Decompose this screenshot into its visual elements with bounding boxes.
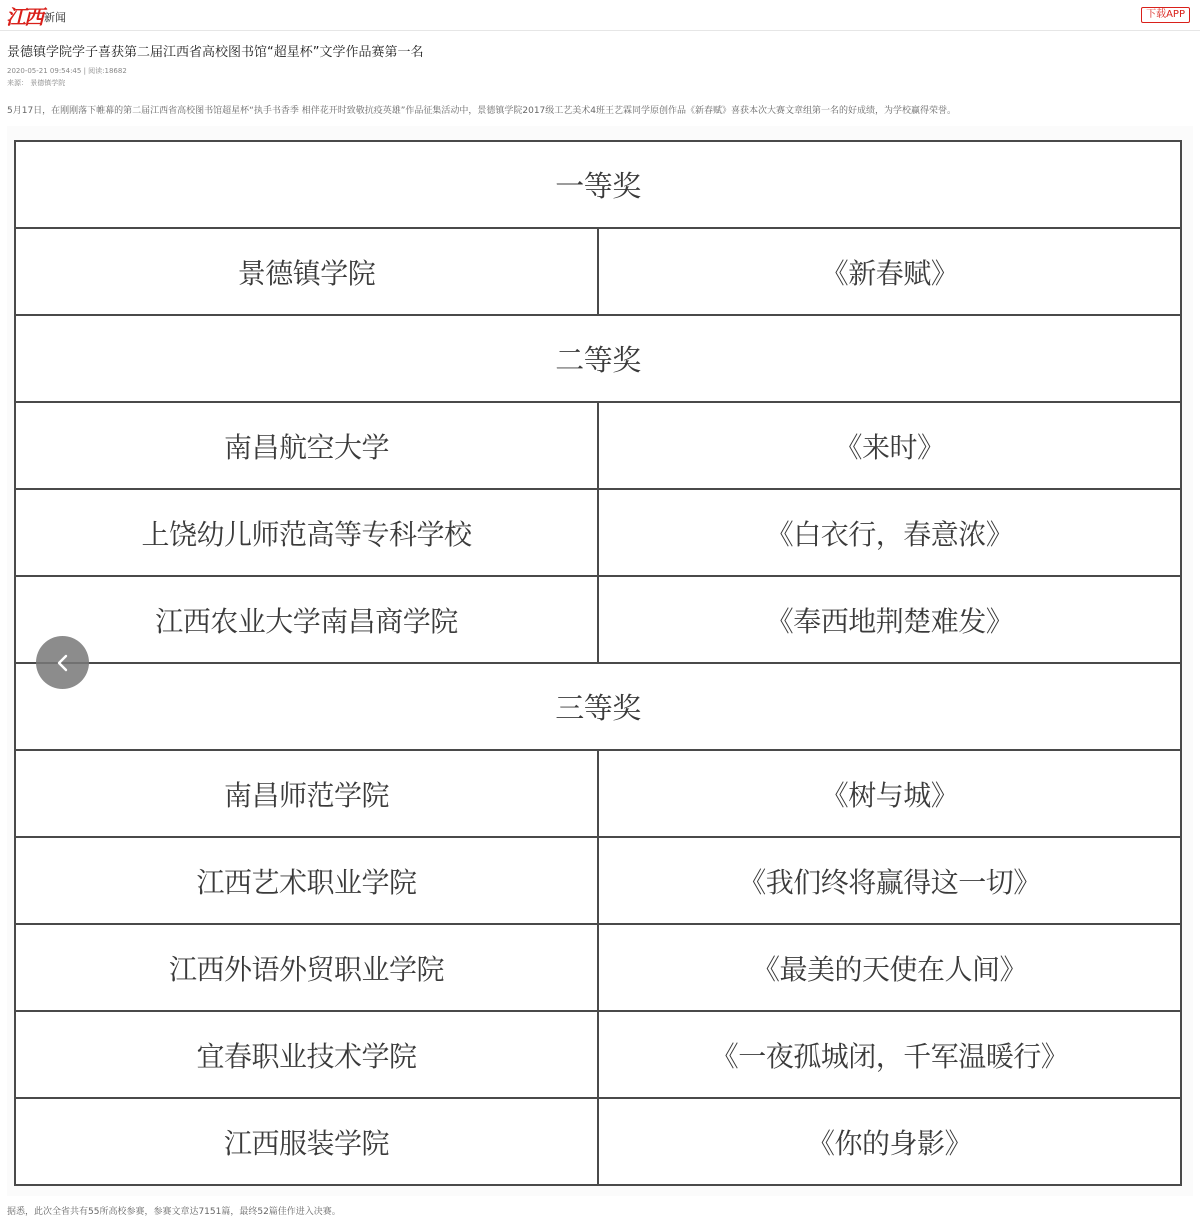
work-cell: 《来时》 (598, 402, 1181, 489)
logo-subtitle: 新闻 (44, 11, 66, 24)
school-cell: 江西农业大学南昌商学院 (15, 576, 598, 663)
work-cell: 《新春赋》 (598, 228, 1181, 315)
table-row (15, 1011, 1181, 1098)
site-logo[interactable] (6, 4, 66, 29)
table-row (15, 1098, 1181, 1185)
second-prize-heading: 二等奖 (15, 315, 1181, 402)
school-cell: 江西服装学院 (15, 1098, 598, 1185)
article-source: 来源： 景德镇学院 (7, 79, 66, 87)
image-prev-button[interactable] (36, 636, 89, 689)
work-cell: 《一夜孤城闭，千军温暖行》 (598, 1011, 1181, 1098)
school-cell: 江西外语外贸职业学院 (15, 924, 598, 1011)
table-row (15, 924, 1181, 1011)
table-row (15, 228, 1181, 315)
first-prize-heading: 一等奖 (15, 141, 1181, 228)
article-intro: 5月17日，在刚刚落下帷幕的第二届江西省高校图书馆超星杯“执手书香季 相伴花开时致敬抗疫英雄”作品征集活动中，景德镇学院2017级工艺美术4班王艺霖同学原创作品《新春赋》喜获本次大赛文章组第一名的好成绩，为学校赢得荣誉。 (7, 106, 957, 116)
table-row (15, 489, 1181, 576)
school-cell: 南昌航空大学 (15, 402, 598, 489)
school-cell: 上饶幼儿师范高等专科学校 (15, 489, 598, 576)
work-cell: 《我们终将赢得这一切》 (598, 837, 1181, 924)
third-prize-heading: 三等奖 (15, 663, 1181, 750)
school-cell: 景德镇学院 (15, 228, 598, 315)
top-bar (0, 0, 1200, 31)
logo-mark: 江西 (6, 4, 42, 29)
awards-image (7, 126, 1193, 1196)
table-row (15, 402, 1181, 489)
work-cell: 《最美的天使在人间》 (598, 924, 1181, 1011)
table-row (15, 576, 1181, 663)
chevron-left-icon (53, 653, 73, 673)
table-row (15, 750, 1181, 837)
table-row (15, 837, 1181, 924)
school-cell: 南昌师范学院 (15, 750, 598, 837)
work-cell: 《树与城》 (598, 750, 1181, 837)
awards-table (14, 140, 1182, 1186)
article-footer: 据悉，此次全省共有55所高校参赛，参赛文章达7151篇，最终52篇佳作进入决赛。 (7, 1207, 341, 1217)
article-meta: 2020-05-21 09:54:45 | 阅读:18682 (7, 67, 127, 75)
work-cell: 《白衣行，春意浓》 (598, 489, 1181, 576)
school-cell: 江西艺术职业学院 (15, 837, 598, 924)
work-cell: 《你的身影》 (598, 1098, 1181, 1185)
download-app-button[interactable]: 下载APP (1141, 7, 1190, 23)
article-title: 景德镇学院学子喜获第二届江西省高校图书馆“超星杯”文学作品赛第一名 (7, 45, 424, 60)
prize-heading-row (15, 141, 1181, 228)
prize-heading-row (15, 315, 1181, 402)
prize-heading-row (15, 663, 1181, 750)
work-cell: 《奉西地荆楚难发》 (598, 576, 1181, 663)
school-cell: 宜春职业技术学院 (15, 1011, 598, 1098)
